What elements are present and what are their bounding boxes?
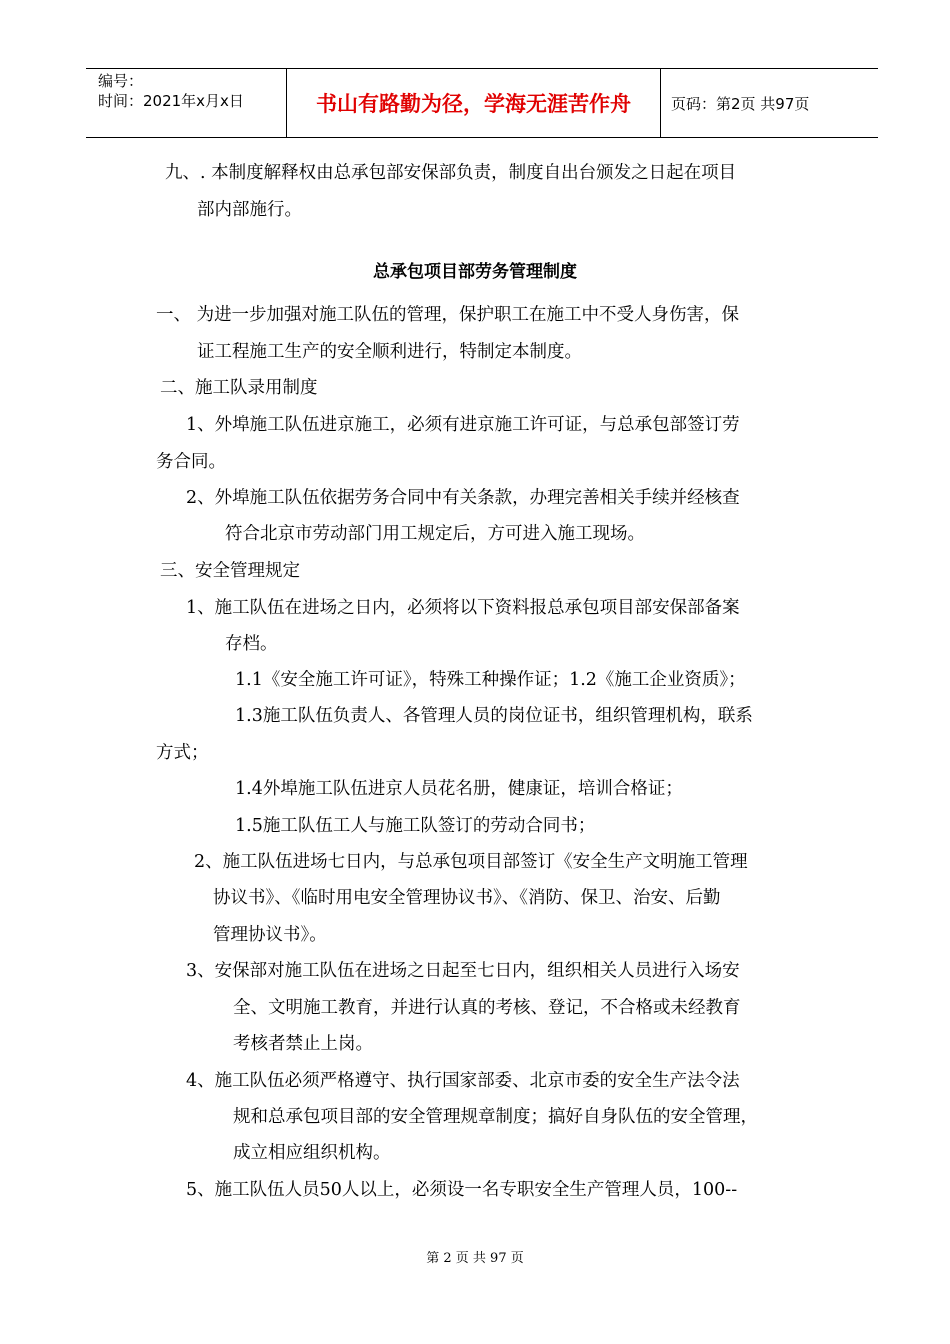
paragraph-line: 规和总承包项目部的安全管理规章制度；搞好自身队伍的安全管理，: [233, 1107, 758, 1127]
paragraph-line: 4、施工队伍必须严格遵守、执行国家部委、北京市委的安全生产法令法: [186, 1071, 740, 1091]
paragraph-line: 1.1《安全施工许可证》，特殊工种操作证；1.2《施工企业资质》；: [235, 670, 746, 690]
paragraph-line: 5、施工队伍人员50人以上，必须设一名专职安全生产管理人员，100--: [186, 1180, 738, 1200]
paragraph-line: 全、文明施工教育，并进行认真的考核、登记，不合格或未经教育: [233, 998, 741, 1018]
paragraph-line: 考核者禁止上岗。: [233, 1034, 373, 1054]
paragraph-line: 1.4外埠施工队伍进京人员花名册，健康证，培训合格证；: [235, 779, 683, 799]
paragraph-line: 1、施工队伍在进场之日内，必须将以下资料报总承包项目部安保部备案: [186, 598, 740, 618]
paragraph-line: 一、 为进一步加强对施工队伍的管理，保护职工在施工中不受人身伤害，保: [156, 305, 740, 325]
paragraph-line: 2、外埠施工队伍依据劳务合同中有关条款，办理完善相关手续并经核查: [186, 488, 740, 508]
paragraph-line: 管理协议书》。: [213, 925, 327, 945]
header-page-info: [671, 69, 878, 137]
paragraph-line: 成立相应组织机构。: [233, 1143, 391, 1163]
paragraph-line: 存档。: [225, 634, 278, 654]
page-footer: 第 2 页 共 97 页: [426, 1251, 524, 1266]
paragraph-line: 3、安保部对施工队伍在进场之日起至七日内，组织相关人员进行入场安: [186, 961, 740, 981]
section-heading: 二、施工队录用制度: [160, 378, 318, 398]
paragraph-line: 部内部施行。: [197, 200, 302, 220]
paragraph-line: 1、外埠施工队伍进京施工，必须有进京施工许可证，与总承包部签订劳: [186, 415, 740, 435]
document-header: [86, 68, 878, 138]
paragraph-line: 九、. 本制度解释权由总承包部安保部负责，制度自出台颁发之日起在项目: [165, 163, 737, 183]
header-number: 编号：: [98, 72, 144, 90]
section-heading: 三、安全管理规定: [160, 561, 300, 581]
section-title: 总承包项目部劳务管理制度: [373, 262, 577, 282]
paragraph-line: 方式；: [156, 743, 209, 763]
paragraph-line: 符合北京市劳动部门用工规定后，方可进入施工现场。: [225, 524, 645, 544]
paragraph-line: 务合同。: [156, 452, 226, 472]
paragraph-line: 1.3施工队伍负责人、各管理人员的岗位证书，组织管理机构，联系: [235, 706, 753, 726]
paragraph-line: 1.5施工队伍工人与施工队签订的劳动合同书；: [235, 816, 596, 836]
paragraph-line: 证工程施工生产的安全顺利进行，特制定本制度。: [197, 342, 582, 362]
paragraph-line: 2、施工队伍进场七日内，与总承包项目部签订《安全生产文明施工管理: [194, 852, 748, 872]
header-motto: 书山有路勤为径，学海无涯苦作舟: [287, 69, 661, 137]
header-meta: [86, 69, 287, 137]
header-time: 时间：2021年x月x日: [98, 92, 244, 110]
paragraph-line: 协议书》、《临时用电安全管理协议书》、《消防、保卫、治安、后勤: [213, 888, 721, 908]
header-page-info-text: 页码：第2页 共97页: [671, 94, 810, 113]
